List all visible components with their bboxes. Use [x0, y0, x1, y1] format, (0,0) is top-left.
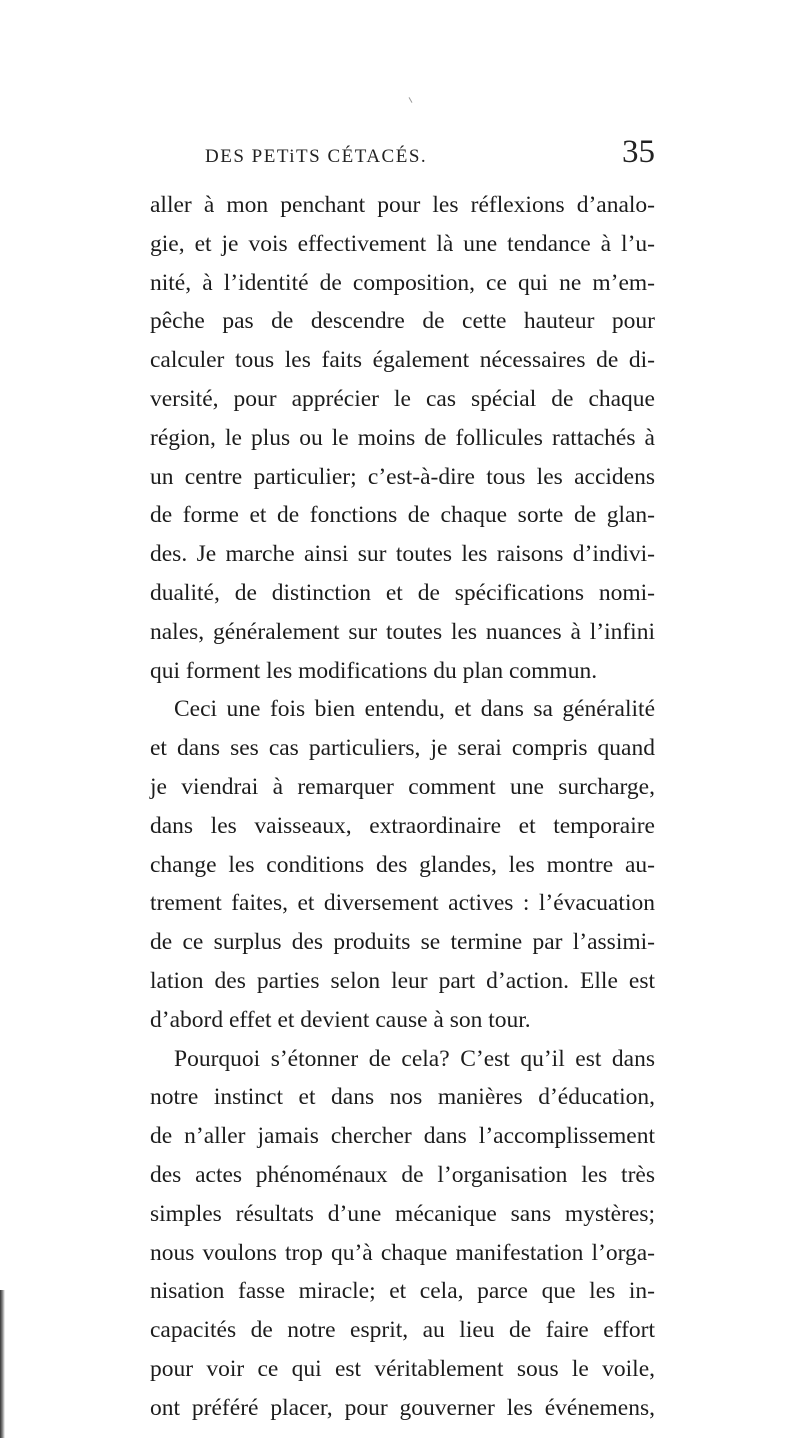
- text-line: gie, et je vois effectivement là une tendance à l’u-: [150, 230, 655, 257]
- text-line: dans les vaisseaux, extraordinaire et temporaire: [150, 812, 655, 839]
- text-line: un centre particulier; c’est-à-dire tous les accidens: [150, 463, 655, 490]
- page-edge-shadow: [0, 1290, 5, 1438]
- text-line: des. Je marche ainsi sur toutes les raisons d’indivi-: [150, 541, 655, 568]
- text-line: ont préféré placer, pour gouverner les événemens,: [150, 1394, 655, 1421]
- running-head: DES PETiTS CÉTACÉS.: [205, 146, 428, 167]
- text-line: région, le plus ou le moins de follicules rattachés à: [150, 424, 655, 451]
- text-line: de n’aller jamais chercher dans l’accomplissement: [150, 1123, 655, 1150]
- paragraph-start-line: Ceci une fois bien entendu, et dans sa généralité: [174, 696, 655, 723]
- text-line: dualité, de distinction et de spécifications nomi-: [150, 579, 655, 606]
- text-line: qui forment les modifications du plan commun.: [150, 657, 598, 684]
- text-line: pêche pas de descendre de cette hauteur pour: [150, 308, 655, 335]
- text-line: nité, à l’identité de composition, ce qui ne m’em-: [150, 269, 655, 296]
- text-line: notre instinct et dans nos manières d’éducation,: [150, 1084, 655, 1111]
- paragraph-start-line: Pourquoi s’étonner de cela? C’est qu’il est dans: [174, 1045, 655, 1072]
- text-line: versité, pour apprécier le cas spécial de chaque: [150, 385, 655, 412]
- page-header: [205, 134, 655, 174]
- text-line: aller à mon penchant pour les réflexions d’analo-: [150, 192, 655, 218]
- text-line: de ce surplus des produits se termine par l’assimi-: [150, 929, 655, 956]
- text-line: nous voulons trop qu’à chaque manifestation l’orga-: [150, 1239, 655, 1266]
- text-line: d’abord effet et devient cause à son tour.: [150, 1006, 531, 1033]
- text-line: je viendrai à remarquer comment une surcharge,: [150, 773, 655, 800]
- text-line: nales, généralement sur toutes les nuances à l’infini: [150, 618, 655, 645]
- text-line: lation des parties selon leur part d’action. Elle est: [150, 967, 655, 994]
- text-line: change les conditions des glandes, les montre au-: [150, 851, 655, 878]
- text-line: des actes phénoménaux de l’organisation les très: [150, 1161, 655, 1188]
- text-line: capacités de notre esprit, au lieu de faire effort: [150, 1317, 655, 1344]
- page-number: 35: [622, 134, 655, 170]
- text-line: simples résultats d’une mécanique sans mystères;: [150, 1200, 655, 1227]
- body-text: [150, 186, 655, 1428]
- text-line: pour voir ce qui est véritablement sous le voile,: [150, 1355, 655, 1382]
- text-line: nisation fasse miracle; et cela, parce que les in-: [150, 1278, 655, 1305]
- text-line: calculer tous les faits également nécessaires de di-: [150, 347, 655, 374]
- text-line: et dans ses cas particuliers, je serai compris quand: [150, 735, 655, 762]
- text-line: trement faites, et diversement actives : l’évacuation: [150, 890, 655, 917]
- print-speck: [409, 97, 413, 103]
- text-line: de forme et de fonctions de chaque sorte de glan-: [150, 502, 655, 529]
